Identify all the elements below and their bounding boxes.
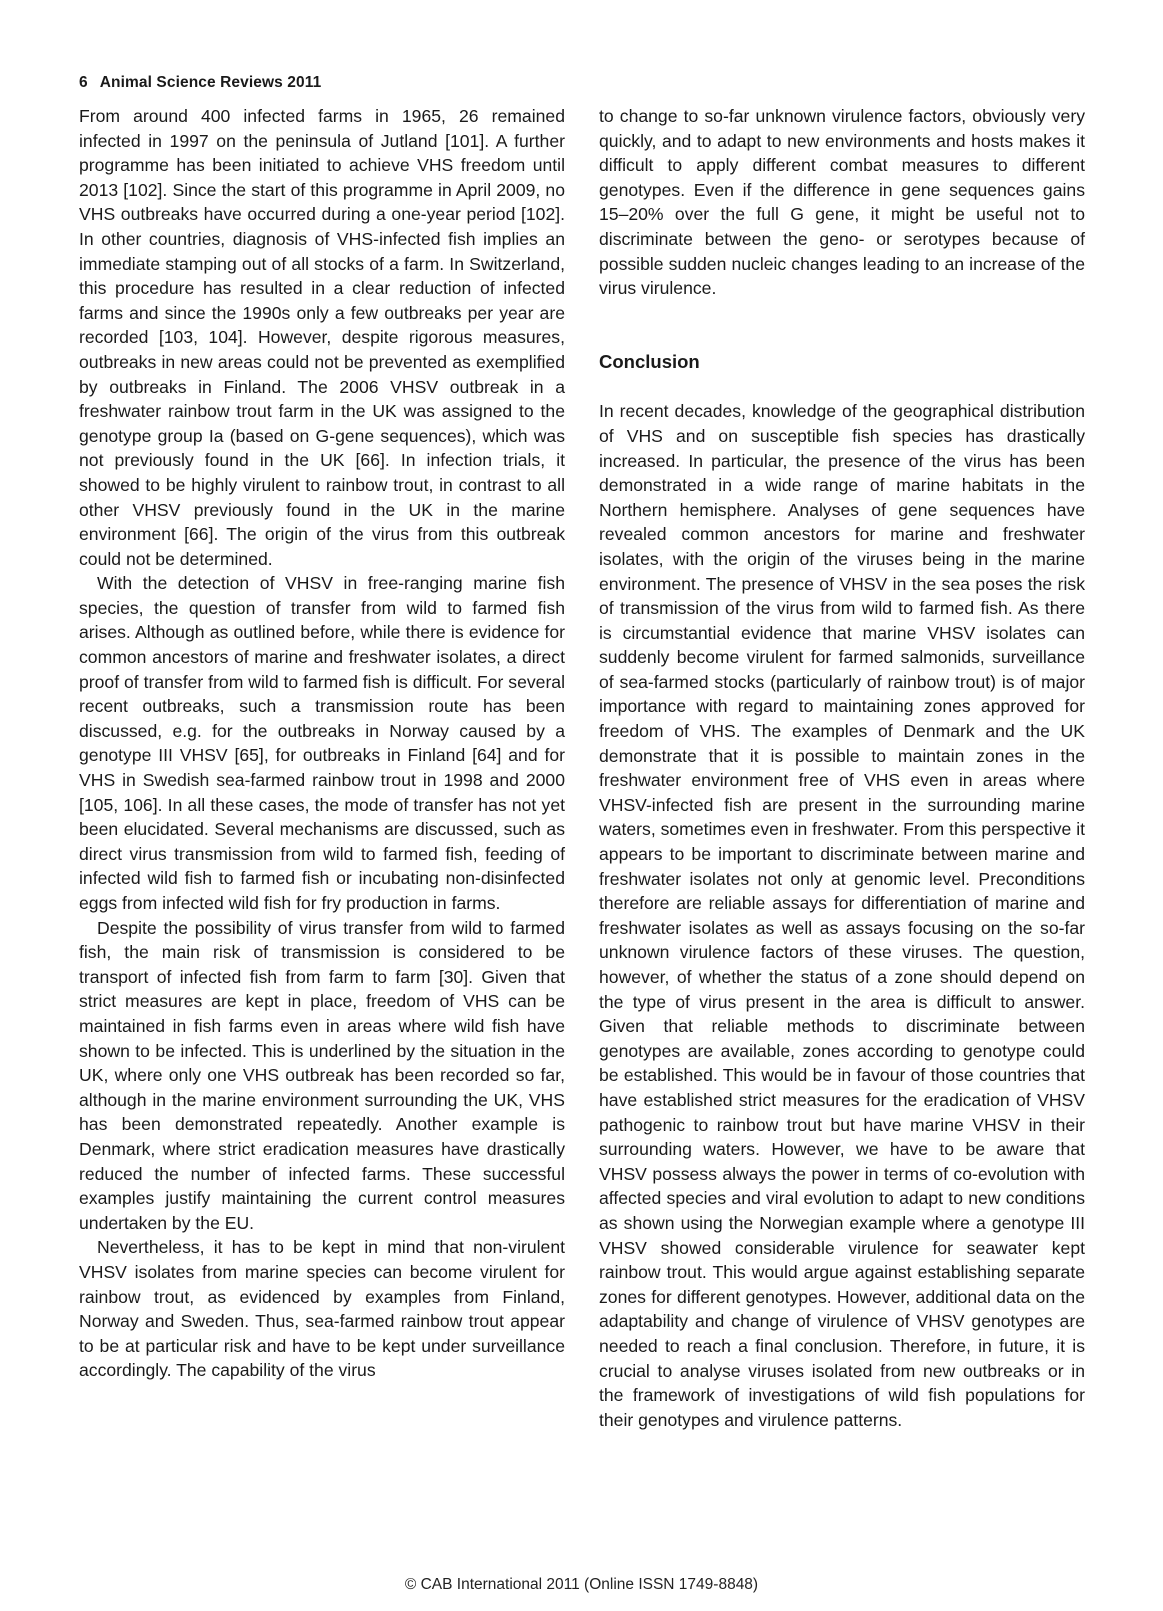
section-heading-conclusion: Conclusion xyxy=(599,350,700,372)
running-head xyxy=(79,74,321,92)
section-spacer xyxy=(599,374,1085,399)
body-paragraph: From around 400 infected farms in 1965, 26 remained infected in 1997 on the peninsula of Jutland [101]. A further programme has been initiated to achieve VHS freedom until 2013 [102]. Since the start of this programme in April 2009, no VHS outbreaks have occurred during a one-year period [102]. In other countries, diagnosis of VHS-infected fish implies an immediate stamping out of all stocks of a farm. In Switzerland, this procedure has resulted in a clear reduction of infected farms and since the 1990s only a few outbreaks per year are recorded [103, 104]. However, despite rigorous measures, outbreaks in new areas could not be prevented as exemplified by outbreaks in Finland. The 2006 VHSV outbreak in a freshwater rainbow trout farm in the UK was assigned to the genotype group Ia (based on G-gene sequences), which was not previously found in the UK [66]. In infection trials, it showed to be highly virulent to rainbow trout, in contrast to all other VHSV previously found in the UK in the marine environment [66]. The origin of the virus from this outbreak could not be determined. xyxy=(79,106,565,569)
body-paragraph: Despite the possibility of virus transfer from wild to farmed fish, the main risk of transmission is considered to be transport of infected fish from farm to farm [30]. Given that strict measures are kept in place, freedom of VHS can be maintained in fish farms even in areas where wild fish have shown to be infected. This is underlined by the situation in the UK, where only one VHS outbreak has been recorded so far, although in the marine environment surrounding the UK, VHS has been demonstrated repeatedly. Another example is Denmark, where strict eradication measures have drastically reduced the number of infected farms. These successful examples justify maintaining the current control measures undertaken by the EU. xyxy=(79,917,565,1233)
body-paragraph: Nevertheless, it has to be kept in mind that non-virulent VHSV isolates from marine species can become virulent for rainbow trout, as evidenced by examples from Finland, Norway and Sweden. Thus, sea-farmed rainbow trout appear to be at particular risk and have to be kept under surveillance accordingly. The capability of the virus xyxy=(79,1237,565,1381)
page-number: 6 xyxy=(79,74,88,91)
copyright-footer: © CAB International 2011 (Online ISSN 1749-8848) xyxy=(404,1576,759,1593)
body-paragraph-continued: to change to so-far unknown virulence factors, obviously very quickly, and to adapt to new environments and hosts makes it difficult to apply different combat measures to different genotypes. Even if the difference in gene sequences gains 15–20% over the full G gene, it might be useful not to discriminate between the geno- or serotypes because of possible sudden nucleic changes leading to an increase of the virus virulence. xyxy=(599,106,1085,299)
right-column xyxy=(599,104,1085,1432)
journal-title: Animal Science Reviews 2011 xyxy=(99,74,322,91)
body-paragraph: With the detection of VHSV in free-ranging marine fish species, the question of transfer from wild to farmed fish arises. Although as outlined before, while there is evidence for common ancestors of marine and freshwater isolates, a direct proof of transfer from wild to farmed fish is difficult. For several recent outbreaks, such a transmission route has been discussed, e.g. for the outbreaks in Norway caused by a genotype III VHSV [65], for outbreaks in Finland [64] and for VHS in Swedish sea-farmed rainbow trout in 1998 and 2000 [105, 106]. In all these cases, the mode of transfer has not yet been elucidated. Several mechanisms are discussed, such as direct virus transmission from wild to farmed fish, feeding of infected wild fish to farmed fish or incubating non-disinfected eggs from infected wild fish for fry production in farms. xyxy=(79,573,565,913)
section-spacer xyxy=(599,301,1085,350)
conclusion-paragraph: In recent decades, knowledge of the geographical distribution of VHS and on susceptible fish species has drastically increased. In particular, the presence of the virus has been demonstrated in a wide range of marine habitats in the Northern hemisphere. Analyses of gene sequences have revealed common ancestors for marine and freshwater isolates, with the origin of the viruses being in the marine environment. The presence of VHSV in the sea poses the risk of transmission of the virus from wild to farmed fish. As there is circumstantial evidence that marine VHSV isolates can suddenly become virulent for farmed salmonids, surveillance of sea-farmed stocks (particularly of rainbow trout) is of major importance with regard to maintaining zones approved for freedom of VHS. The examples of Denmark and the UK demonstrate that it is possible to maintain zones in the freshwater environment free of VHS even in areas where VHSV-infected fish are present in the surrounding marine waters, sometimes even in freshwater. From this perspective it appears to be important to discriminate between marine and freshwater isolates not only at genomic level. Preconditions therefore are reliable assays for differentiation of marine and freshwater isolates as well as assays focusing on the so-far unknown virulence factors of these viruses. The question, however, of whether the status of a zone should depend on the type of virus present in the area is difficult to answer. Given that reliable methods to discriminate between genotypes are available, zones according to genotype could be established. This would be in favour of those countries that have established strict measures for the eradication of VHSV pathogenic to rainbow trout but have marine VHSV in their surrounding waters. However, we have to be aware that VHSV possess always the power in terms of co-evolution with affected species and viral evolution to adapt to new conditions as shown using the Norwegian example where a genotype III VHSV showed considerable virulence for seawater kept rainbow trout. This would argue against establishing separate zones for different genotypes. However, additional data on the adaptability and change of virulence of VHSV genotypes are needed to reach a final conclusion. Therefore, in future, it is crucial to analyse viruses isolated from new outbreaks or in the framework of investigations of wild fish populations for their genotypes and virulence patterns. xyxy=(599,401,1085,1430)
left-column xyxy=(79,104,565,1383)
